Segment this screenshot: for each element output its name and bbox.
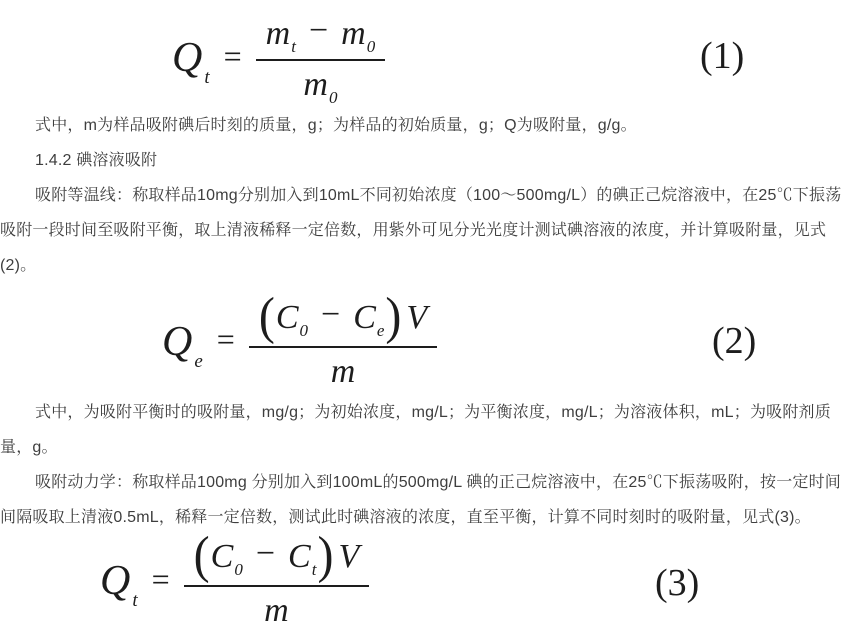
- eq3-left-paren: (: [193, 526, 210, 584]
- eq1-den-term: [303, 66, 338, 107]
- eq1-lhs-sub: t: [204, 67, 210, 88]
- eq3-num-term2: [288, 537, 317, 579]
- equation-1: [172, 11, 385, 107]
- eq2-lhs: [162, 318, 203, 372]
- eq1-number-label: (1): [700, 35, 745, 77]
- eq1-numerator: [256, 13, 386, 61]
- eq2-equals-sign: =: [216, 321, 235, 358]
- eq3-num1-sub: 0: [234, 559, 243, 579]
- eq1-den-sub: 0: [328, 88, 338, 107]
- eq1-equals-sign: =: [223, 37, 242, 74]
- eq1-denominator: [303, 61, 338, 107]
- eq3-lhs-sub: t: [132, 590, 138, 611]
- kinetics-paragraph: 吸附动力学：称取样品100mg 分别加入到100mL的500mg/L 碘的正己烷溶液中，在25℃下振荡吸附，按一定时间间隔吸取上清液0.5mL，稀释一定倍数，测试此时碘溶液的浓度，直至平衡，计算不同时刻时的吸附量，见式(3)。: [0, 474, 842, 526]
- eq1-minus-sign: −: [308, 11, 329, 49]
- eq2-right-paren: ): [385, 287, 402, 345]
- eq1-lhs: [172, 35, 210, 88]
- eq3-fraction: [184, 526, 370, 629]
- eq2-num1-base: C: [275, 298, 299, 336]
- eq1-variables-note: 式中，m为样品吸附碘后时刻的质量，g；为样品的初始质量，g；Q为吸附量，g/g。: [35, 117, 637, 134]
- eq3-volume-factor: V: [338, 537, 360, 575]
- eq3-number-label: (3): [655, 562, 700, 604]
- eq1-num1-base: m: [265, 14, 291, 52]
- eq2-num-term2: [353, 298, 385, 340]
- eq3-numerator: [184, 526, 370, 587]
- eq3-num1-base: C: [210, 537, 234, 575]
- eq3-lhs-base: Q: [100, 558, 131, 604]
- eq2-numerator: [249, 287, 437, 348]
- eq2-num1-sub: 0: [299, 320, 308, 340]
- isotherm-paragraph: 吸附等温线：称取样品10mg分别加入到10mL不同初始浓度（100～500mg/L）的碘正己烷溶液中，在25℃下振荡吸附一段时间至吸附平衡，取上清液稀释一定倍数，用紫外可见分光光度计测试碘溶液的浓度，并计算吸附量，见式(2)。: [0, 187, 842, 274]
- eq2-num2-sub: e: [376, 320, 385, 340]
- equation-2-row: [0, 289, 850, 395]
- equation-3-row: [0, 526, 850, 629]
- eq1-lhs-base: Q: [172, 35, 203, 81]
- eq2-fraction: [249, 287, 437, 391]
- eq2-denominator: [331, 348, 356, 390]
- eq3-minus-sign: −: [255, 534, 276, 572]
- eq2-minus-sign: −: [321, 295, 341, 333]
- eq3-lhs: [100, 558, 138, 611]
- eq2-number-label: (2): [712, 320, 757, 362]
- equation-1-row: [0, 8, 850, 108]
- eq3-num-term1: [210, 537, 243, 579]
- equation-3: [100, 526, 369, 629]
- eq3-denominator: [264, 587, 289, 629]
- document-page: [0, 8, 850, 629]
- eq1-num1-sub: t: [291, 36, 296, 56]
- eq3-num2-sub: t: [311, 559, 317, 579]
- eq1-num2-sub: 0: [366, 36, 376, 56]
- eq3-equals-sign: =: [151, 560, 170, 597]
- eq1-num2-base: m: [341, 14, 366, 52]
- eq2-num-term1: [275, 298, 308, 340]
- eq2-num2-base: C: [353, 298, 376, 336]
- eq1-num-term2: [341, 14, 376, 56]
- eq1-den-base: m: [303, 66, 328, 103]
- eq3-num2-base: C: [288, 537, 311, 575]
- eq1-fraction: [256, 11, 386, 107]
- section-heading: 1.4.2 碘溶液吸附: [35, 152, 158, 169]
- eq1-num-term1: [265, 14, 296, 56]
- eq2-den-base: m: [330, 352, 356, 390]
- eq3-right-paren: ): [317, 526, 334, 584]
- eq2-volume-factor: V: [406, 298, 428, 336]
- eq2-left-paren: (: [258, 287, 275, 345]
- eq2-lhs-sub: e: [194, 350, 203, 372]
- eq2-variables-note: 式中，为吸附平衡时的吸附量，mg/g；为初始浓度，mg/L；为平衡浓度，mg/L；为溶液体积，mL；为吸附剂质量，g。: [0, 404, 831, 456]
- eq3-den-base: m: [264, 591, 289, 629]
- eq2-lhs-base: Q: [162, 318, 193, 365]
- equation-2: [162, 287, 437, 391]
